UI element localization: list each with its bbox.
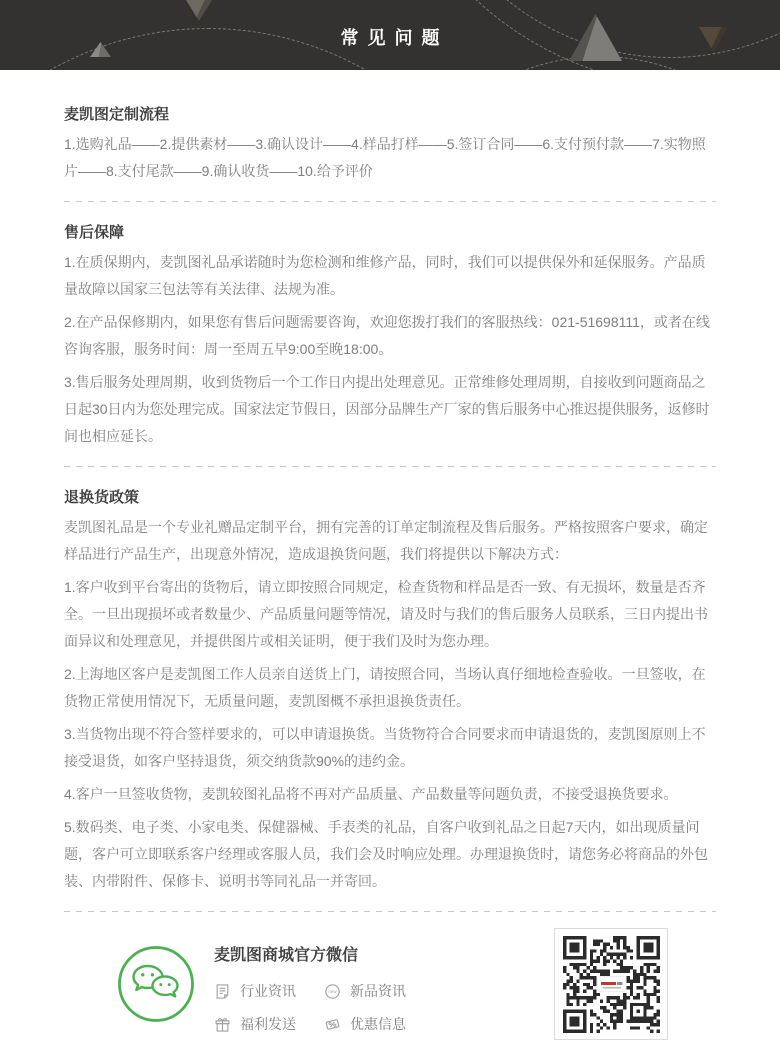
section-heading: 麦凯图定制流程 (64, 106, 170, 123)
svg-text:new: new (328, 988, 337, 994)
paragraph: 2.在产品保修期内，如果您有售后问题需要咨询，欢迎您拨打我们的客服热线：021-51698111，或者在线咨询客服，服务时间：周一至周五早9:00至晚18:00。 (64, 314, 710, 357)
gift-icon (214, 1016, 231, 1033)
wechat-info (214, 942, 406, 1034)
section-heading: 售后保障 (64, 224, 125, 241)
page-title: 常见问题 (340, 28, 449, 48)
wechat-icon (116, 944, 196, 1024)
paragraph: 2.上海地区客户是麦凯图工作人员亲自送货上门，请按照合同，当场认真仔细地检查验收。一旦签收，在货物正常使用情况下，无质量问题，麦凯图概不承担退换货责任。 (64, 666, 706, 709)
section-heading: 退换货政策 (64, 489, 140, 506)
footer-item-discount (324, 1014, 406, 1034)
paragraph: 麦凯图礼品是一个专业礼赠品定制平台，拥有完善的订单定制流程及售后服务。严格按照客户要求，确定样品进行产品生产，出现意外情况，造成退换货问题，我们将提供以下解决方式： (64, 519, 708, 562)
new-badge-icon (324, 983, 341, 1000)
paragraph: 1.在质保期内，麦凯图礼品承诺随时为您检测和维修产品，同时，我们可以提供保外和延保服务。产品质量故障以国家三包法等有关法律、法规为准。 (64, 254, 706, 297)
dashed-divider (64, 911, 716, 912)
footer-item-new-products (324, 981, 406, 1001)
wechat-footer (64, 928, 716, 1040)
footer-item-label: 行业资讯 (240, 983, 296, 999)
footer-item-label: 新品资讯 (350, 983, 406, 999)
paragraph: 5.数码类、电子类、小家电类、保健器械、手表类的礼品，自客户收到礼品之日起7天内，如出现质量问题，客户可立即联系客户经理或客服人员，我们会及时响应处理。办理退换货时，请您务必将商品的外包装、内带附件、保修卡、说明书等同礼品一并寄回。 (64, 819, 708, 889)
qr-code (554, 928, 668, 1040)
paragraph: 1.选购礼品——2.提供素材——3.确认设计——4.样品打样——5.签订合同——6.支付预付款——7.实物照片——8.支付尾款——9.确认收货——10.给予评价 (64, 136, 706, 179)
footer-item-label: 优惠信息 (350, 1016, 406, 1032)
wechat-title: 麦凯图商城官方微信 (214, 947, 359, 964)
paragraph: 4.客户一旦签收货物，麦凯较图礼品将不再对产品质量、产品数量等问题负责，不接受退换货要求。 (64, 786, 678, 802)
footer-item-welfare (214, 1014, 324, 1034)
section-return-policy (64, 467, 716, 895)
coupon-icon (324, 1016, 341, 1033)
content (0, 70, 780, 1040)
paragraph: 3.当货物出现不符合签样要求的，可以申请退换货。当货物符合合同要求而申请退货的，麦凯图原则上不接受退货，如客户坚持退货，须交纳货款90%的违约金。 (64, 726, 706, 769)
page-header (0, 0, 780, 70)
section-after-sales (64, 202, 716, 450)
footer-item-label: 福利发送 (240, 1016, 296, 1032)
paragraph: 1.客户收到平台寄出的货物后，请立即按照合同规定，检查货物和样品是否一致、有无损坏，数量是否齐全。一旦出现损坏或者数量少、产品质量问题等情况，请及时与我们的售后服务人员联系，三日内提出书面异议和处理意见，并提供图片或相关证明，便于我们及时为您办理。 (64, 579, 708, 649)
paragraph: 3.售后服务处理周期，收到货物后一个工作日内提出处理意见。正常维修处理周期，自接收到问题商品之日起30日内为您处理完成。国家法定节假日，因部分品牌生产厂家的售后服务中心推迟提供服务，返修时间也相应延长。 (64, 374, 710, 444)
section-custom-process (64, 70, 716, 185)
news-doc-icon (214, 983, 231, 1000)
footer-item-industry-news (214, 981, 324, 1001)
wechat-feature-grid (214, 981, 406, 1034)
